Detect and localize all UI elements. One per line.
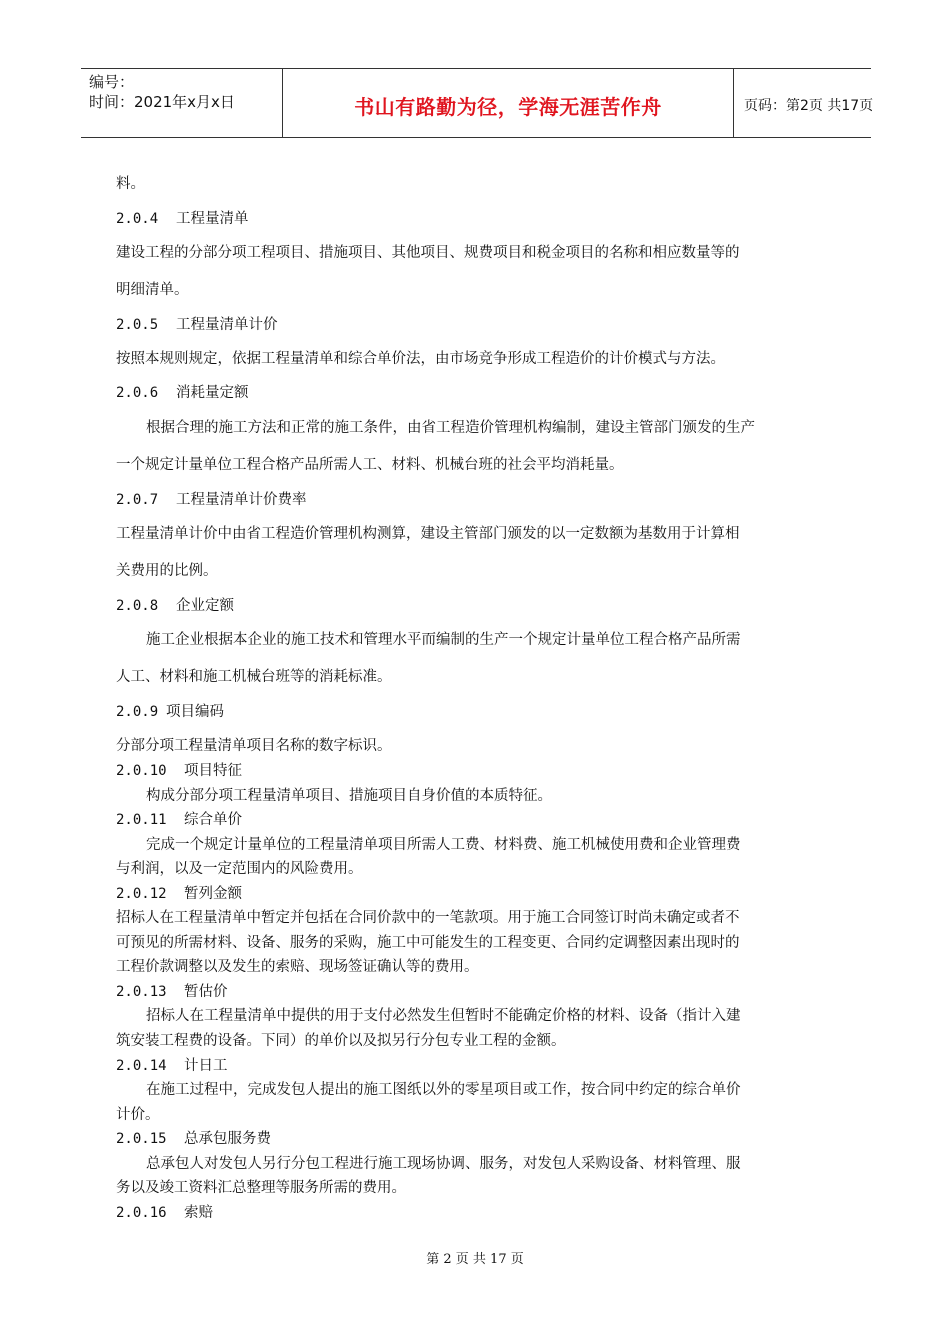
section-number: 2.0.12: [116, 886, 167, 902]
section-title: 工程量清单计价费率: [176, 492, 307, 508]
doc-number-label: 编号：: [89, 73, 135, 91]
section-number: 2.0.7: [116, 492, 159, 508]
section-number: 2.0.9: [116, 704, 159, 720]
motto-text: 书山有路勤为径，学海无涯苦作舟: [354, 95, 662, 119]
paragraph-line: 按照本规则规定，依据工程量清单和综合单价法，由市场竞争形成工程造价的计价模式与方法。: [116, 351, 725, 367]
paragraph-line: 可预见的所需材料、设备、服务的采购，施工中可能发生的工程变更、合同约定调整因素出现时的: [116, 935, 740, 951]
section-number: 2.0.8: [116, 598, 159, 614]
paragraph-line: 料。: [116, 176, 145, 192]
section-title: 总承包服务费: [184, 1131, 271, 1147]
section-heading: [116, 808, 242, 829]
header-motto-cell: [282, 69, 734, 137]
section-heading: [116, 1127, 271, 1148]
section-number: 2.0.16: [116, 1205, 167, 1221]
section-title: 索赔: [184, 1205, 213, 1221]
section-heading: [116, 700, 224, 721]
paragraph-line: 关费用的比例。: [116, 563, 218, 579]
paragraph-line: 计价。: [116, 1107, 160, 1123]
section-title: 工程量清单: [176, 211, 249, 227]
paragraph-line: 工程量清单计价中由省工程造价管理机构测算，建设主管部门颁发的以一定数额为基数用于计算相: [116, 526, 740, 542]
section-number: 2.0.10: [116, 763, 167, 779]
section-heading: [116, 1054, 228, 1075]
section-number: 2.0.4: [116, 211, 159, 227]
section-heading: [116, 381, 249, 402]
paragraph-line: 建设工程的分部分项工程项目、措施项目、其他项目、规费项目和税金项目的名称和相应数量等的: [116, 245, 740, 261]
paragraph-line: 构成分部分项工程量清单项目、措施项目自身价值的本质特征。: [146, 788, 552, 804]
section-title: 项目特征: [184, 763, 242, 779]
section-title: 工程量清单计价: [176, 317, 278, 333]
section-heading: [116, 207, 249, 228]
page-footer: 第 2 页 共 17 页: [426, 1252, 524, 1267]
section-title: 暂列金额: [184, 886, 242, 902]
paragraph-line: 完成一个规定计量单位的工程量清单项目所需人工费、材料费、施工机械使用费和企业管理费: [146, 837, 741, 853]
section-number: 2.0.5: [116, 317, 159, 333]
section-title: 项目编码: [166, 704, 224, 720]
section-number: 2.0.6: [116, 385, 159, 401]
section-title: 企业定额: [176, 598, 234, 614]
paragraph-line: 总承包人对发包人另行分包工程进行施工现场协调、服务，对发包人采购设备、材料管理、服: [146, 1156, 741, 1172]
section-heading: [116, 759, 242, 780]
paragraph-line: 工程价款调整以及发生的索赔、现场签证确认等的费用。: [116, 959, 479, 975]
section-heading: [116, 594, 234, 615]
section-number: 2.0.15: [116, 1131, 167, 1147]
paragraph-line: 在施工过程中，完成发包人提出的施工图纸以外的零星项目或工作，按合同中约定的综合单价: [146, 1082, 741, 1098]
doc-time-label: 时间：2021年x月x日: [89, 93, 235, 111]
section-heading: [116, 1201, 213, 1222]
section-title: 计日工: [184, 1058, 228, 1074]
paragraph-line: 务以及竣工资料汇总整理等服务所需的费用。: [116, 1180, 406, 1196]
paragraph-line: 与利润，以及一定范围内的风险费用。: [116, 861, 363, 877]
section-title: 暂估价: [184, 984, 228, 1000]
paragraph-line: 分部分项工程量清单项目名称的数字标识。: [116, 738, 392, 754]
header-meta-cell: [81, 69, 281, 137]
header-page-cell: [734, 69, 874, 137]
paragraph-line: 筑安装工程费的设备。下同）的单价以及拟另行分包专业工程的金额。: [116, 1033, 566, 1049]
section-heading: [116, 313, 278, 334]
paragraph-line: 招标人在工程量清单中提供的用于支付必然发生但暂时不能确定价格的材料、设备（指计入建: [146, 1008, 741, 1024]
section-title: 消耗量定额: [176, 385, 249, 401]
section-heading: [116, 882, 242, 903]
paragraph-line: 人工、材料和施工机械台班等的消耗标准。: [116, 669, 392, 685]
section-number: 2.0.14: [116, 1058, 167, 1074]
paragraph-line: 招标人在工程量清单中暂定并包括在合同价款中的一笔款项。用于施工合同签订时尚未确定或者不: [116, 910, 740, 926]
section-title: 综合单价: [184, 812, 242, 828]
paragraph-line: 施工企业根据本企业的施工技术和管理水平而编制的生产一个规定计量单位工程合格产品所需: [146, 632, 741, 648]
section-heading: [116, 980, 228, 1001]
paragraph-line: 一个规定计量单位工程合格产品所需人工、材料、机械台班的社会平均消耗量。: [116, 457, 624, 473]
section-number: 2.0.13: [116, 984, 167, 1000]
paragraph-line: 根据合理的施工方法和正常的施工条件，由省工程造价管理机构编制，建设主管部门颁发的生产: [146, 420, 755, 436]
paragraph-line: 明细清单。: [116, 282, 189, 298]
section-number: 2.0.11: [116, 812, 167, 828]
page-info: 页码：第2页 共17页: [744, 98, 874, 114]
section-heading: [116, 488, 307, 509]
page-header: [81, 68, 874, 138]
